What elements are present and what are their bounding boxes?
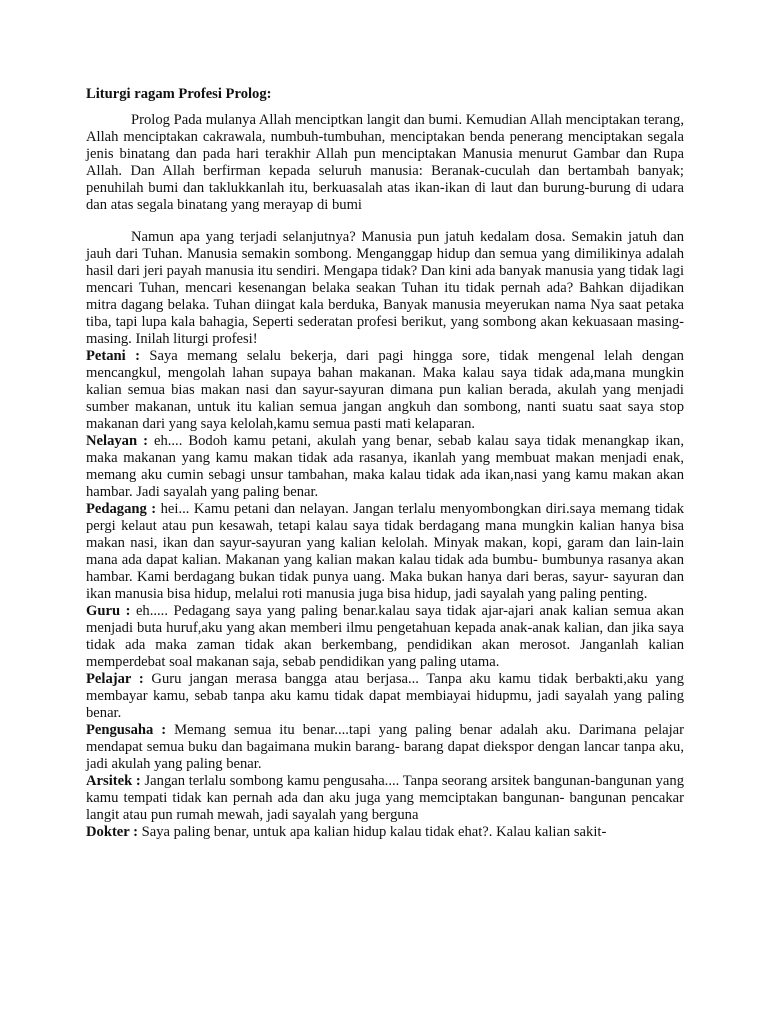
speech-text: Memang semua itu benar....tapi yang paling benar adalah aku. Darimana pelajar mendapat semua buku dan bagaimana mukin barang- barang dapat diekspor dengan lancar tanpa aku, jadi akulah yang paling benar. bbox=[86, 722, 684, 772]
speaker-name: Arsitek : bbox=[86, 773, 141, 789]
speech-text: Guru jangan merasa bangga atau berjasa... Tanpa aku kamu tidak berbakti,aku yang membayar kamu, sebab tanpa aku kamu tidak dapat membiayai hidupmu, jadi sayalah yang paling benar. bbox=[86, 671, 684, 721]
speech-text: Jangan terlalu sombong kamu pengusaha.... Tanpa seorang arsitek bangunan-bangunan yang kamu tempati tidak kan pernah ada dan aku juga yang memciptakan bangunan- bangunan pencakar langit atau pun rumah mewah, jadi sayalah yang berguna bbox=[86, 773, 684, 823]
speech-text: eh.... Bodoh kamu petani, akulah yang benar, sebab kalau saya tidak menangkap ikan, maka makanan yang kamu makan tidak ada rasanya, ikanlah yang membuat makan menjadi enak, memang aku cumin sebagi unsur tambahan, maka kalau tidak ada ikan,nasi yang kamu makan akan hambar. Jadi sayalah yang paling benar. bbox=[86, 433, 684, 500]
speaker-name: Nelayan : bbox=[86, 433, 148, 449]
prolog-paragraph-1: Prolog Pada mulanya Allah menciptkan langit dan bumi. Kemudian Allah menciptakan terang, Allah menciptakan cakrawala, numbuh-tumbuhan, menciptakan benda penerang menciptakan segala jenis binatang dan pada hari terakhir Allah pun menciptakan Manusia menurut Gambar dan Rupa Allah. Dan Allah berfirman kepada seluruh manusia: Beranak-cuculah dan bertambah banyak; penuhilah bumi dan taklukkanlah itu, berkuasalah atas ikan-ikan di laut dan burung-burung di udara dan atas segala binatang yang merayap di bumi bbox=[86, 112, 684, 213]
speech-arsitek bbox=[86, 773, 684, 824]
speech-pedagang bbox=[86, 501, 684, 603]
prolog-paragraph-2: Namun apa yang terjadi selanjutnya? Manusia pun jatuh kedalam dosa. Semakin jatuh dan jauh dari Tuhan. Manusia semakin sombong. Menganggap hidup dan semua yang dimilikinya adalah hasil dari jeri payah manusia itu sendiri. Mengapa tidak? Dan kini ada banyak manusia yang tidak lagi mencari Tuhan, mencari kesenangan belaka seakan Tuhan itu tidak pernah ada? Bahkan dijadikan mitra dagang belaka. Tuhan diingat kala berduka, Banyak manusia meyerukan nama Nya saat petaka tiba, tapi lupa kala bahagia, Seperti sederatan profesi berikut, yang sombong akan kekuasaan masing-masing. Inilah liturgi profesi! bbox=[86, 229, 684, 347]
speaker-name: Pelajar : bbox=[86, 671, 144, 687]
speech-petani bbox=[86, 348, 684, 433]
speech-text: hei... Kamu petani dan nelayan. Jangan terlalu menyombongkan diri.saya memang tidak pergi kelaut atau pun kesawah, tetapi kalau saya tidak berdagang mana mungkin kalian hanya bisa makan nasi, ikan dan sayur-sayuran yang kalian kelolah. Minyak makan, kopi, garam dan lain-lain mana ada dapat kalian. Makanan yang kalian makan kalau tidak ada bumbu- bumbunya rasanya akan hambar. Kami berdagang bukan tidak punya uang. Maka bukan hanya dari beras, sayur- sayuran dan ikan manusia bisa hidup, melalui roti manusia juga bisa hidup, jadi sayalah yang paling penting. bbox=[86, 501, 684, 602]
speech-guru bbox=[86, 603, 684, 671]
speech-pelajar bbox=[86, 671, 684, 722]
speaker-name: Pengusaha : bbox=[86, 722, 167, 738]
speech-dokter bbox=[86, 824, 684, 841]
speaker-name: Dokter : bbox=[86, 824, 139, 840]
speaker-name: Petani : bbox=[86, 348, 140, 364]
document-title: Liturgi ragam Profesi Prolog: bbox=[86, 86, 272, 102]
speech-pengusaha bbox=[86, 722, 684, 773]
speech-text: eh..... Pedagang saya yang paling benar.kalau saya tidak ajar-ajari anak kalian semua akan menjadi buta huruf,aku yang akan memberi ilmu pengetahuan kepada anak-anak kalian, dan jika saya tidak ada maka zaman tidak akan berkembang, pendidikan akan merosot. Janganlah kalian memperdebat soal makanan saja, sebab pendidikan yang paling utama. bbox=[86, 603, 684, 670]
speech-nelayan bbox=[86, 433, 684, 501]
speech-text: Saya paling benar, untuk apa kalian hidup kalau tidak ehat?. Kalau kalian sakit- bbox=[138, 824, 607, 840]
speech-text: Saya memang selalu bekerja, dari pagi hingga sore, tidak mengenal lelah dengan mencangkul, mengolah lahan supaya bahan makanan. Maka kalau saya tidak ada,mana mungkin kalian semua bias makan nasi dan sayur-sayuran dimana pun kalian berada, akulah yang menjadi sumber makanan, untuk itu kalian semua jangan angkuh dan sombong, nanti suatu saat saya stop makanan dari yang saya kelolah,kamu semua pasti mati kelaparan. bbox=[86, 348, 684, 432]
speaker-name: Guru : bbox=[86, 603, 131, 619]
speaker-name: Pedagang : bbox=[86, 501, 157, 517]
